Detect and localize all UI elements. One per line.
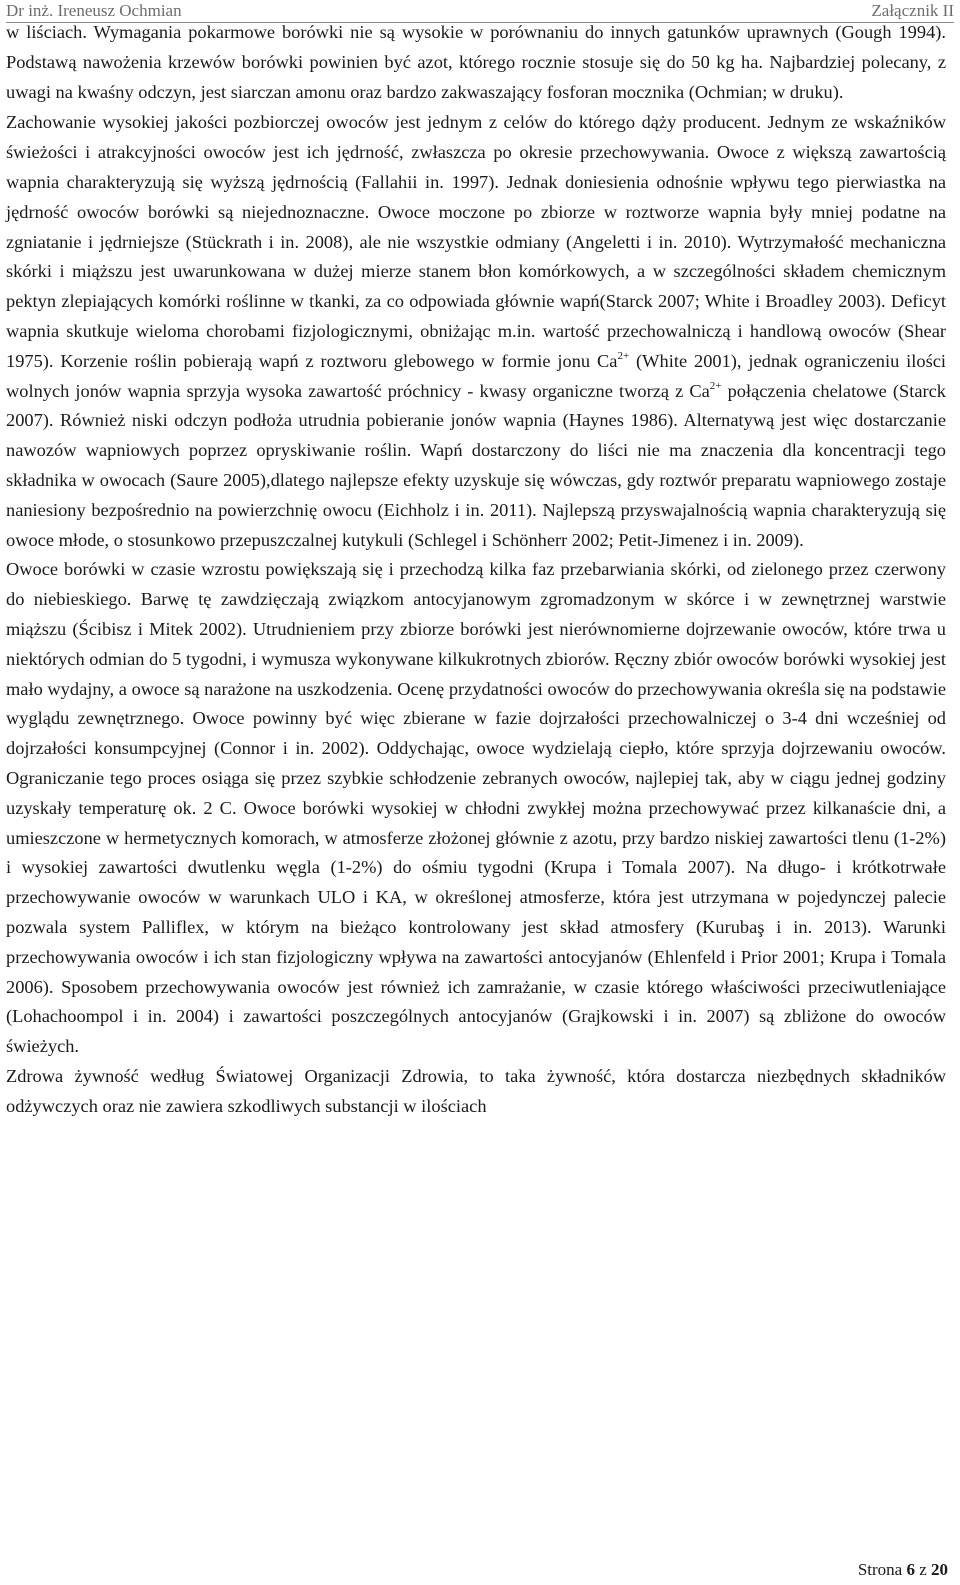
paragraph-calcium [6,108,946,555]
footer-label: Strona [857,1560,903,1579]
footer-total-pages: 20 [931,1560,948,1579]
header-annex: Załącznik II [871,1,954,20]
paragraph-calcium-part-3: połączenia chelatowe (Starck 2007). Również niski odczyn podłoża utrudnia pobieranie jonów wapnia (Haynes 1986). Alternatywą jest więc dostarczanie nawozów wapniowych poprzez opryskiwanie roślin. Wapń dostarczony do liści nie ma znaczenia dla koncentracji tego składnika w owocach (Saure 2005),dlatego najlepsze efekty uzyskuje się wówczas, gdy roztwór preparatu wapniowego zostaje naniesiony bezpośrednio na powierzchnię owocu (Eichholz i in. 2011). Najlepszą przyswajalnością wapnia charakteryzują się owoce młode, o stosunkowo przepuszczalnej kutykuli (Schlegel i Schönherr 2002; Petit-Jimenez i in. 2009). [6,380,946,550]
footer-separator: z [919,1560,927,1579]
paragraph-healthy-food: Zdrowa żywność według Światowej Organizacji Zdrowia, to taka żywność, która dostarcza niezbędnych składników odżywczych oraz nie zawiera szkodliwych substancji w ilościach [6,1065,946,1116]
ion-charge-superscript-1: 2+ [617,349,630,362]
paragraph-continuation: w liściach. Wymagania pokarmowe borówki nie są wysokie w porównaniu do innych gatunków uprawnych (Gough 1994). Podstawą nawożenia krzewów borówki powinien być azot, którego rocznie stosuje się do 50 kg ha. Najbardziej polecany, z uwagi na kwaśny odczyn, jest siarczan amonu oraz bardzo zakwaszający fosforan mocznika (Ochmian; w druku). [6,22,946,102]
page-footer [858,1559,948,1581]
document-body [6,18,946,1121]
paragraph-calcium-part-1: Zachowanie wysokiej jakości pozbiorczej owoców jest jednym z celów do którego dąży producent. Jednym ze wskaźników świeżości i atrakcyjności owoców jest ich jędrność, zwłaszcza po okresie przechowywania. Owoce z większą zawartością wapnia charakteryzują się wyższą jędrnością (Fallahii in. 1997). Jednak doniesienia odnośnie wpływu tego pierwiastka na jędrność owoców borówki są niejednoznaczne. Owoce moczone po zbiorze w roztworze wapnia były mniej podatne na zgniatanie i jędrniejsze (Stückrath i in. 2008), ale nie wszystkie odmiany (Angeletti i in. 2010). Wytrzymałość mechaniczna skórki i miąższu jest uwarunkowana w dużej mierze stanem błon komórkowych, a w szczególności składem chemicznym pektyn zlepiających komórki roślinne w tkanki, za co odpowiada głównie wapń(Starck 2007; White i Broadley 2003). Deficyt wapnia skutkuje wieloma chorobami fizjologicznymi, obniżając m.in. wartość przechowalniczą i handlową owoców (Shear 1975). Korzenie roślin pobierają wapń z roztworu glebowego w formie jonu Ca [6,112,946,371]
footer-current-page: 6 [906,1560,915,1579]
ion-charge-superscript-2: 2+ [709,379,722,392]
header-author: Dr inż. Ireneusz Ochmian [6,1,182,20]
paragraph-calcium-part-2: (White 2001), jednak ograniczeniu ilości wolnych jonów wapnia sprzyja wysoka zawartość próchnicy - kwasy organiczne tworzą z Ca [6,350,946,401]
paragraph-storage: Owoce borówki w czasie wzrostu powiększają się i przechodzą kilka faz przebarwiania skórki, od zielonego przez czerwony do niebieskiego. Barwę tę zawdzięczają związkom antocyjanowym zgromadzonym w skórce i w zewnętrznej warstwie miąższu (Ścibisz i Mitek 2002). Utrudnieniem przy zbiorze borówki jest nierównomierne dojrzewanie owoców, które trwa u niektórych odmian do 5 tygodni, i wymusza wykonywane kilkukrotnych zbiorów. Ręczny zbiór owoców borówki wysokiej jest mało wydajny, a owoce są narażone na uszkodzenia. Ocenę przydatności owoców do przechowywania określa się na podstawie wyglądu zewnętrznego. Owoce powinny być więc zbierane w fazie dojrzałości przechowalniczej o 3-4 dni wcześniej od dojrzałości konsumpcyjnej (Connor i in. 2002). Oddychając, owoce wydzielają ciepło, które sprzyja dojrzewaniu owoców. Ograniczanie tego proces osiąga się przez szybkie schłodzenie zebranych owoców, najlepiej tak, aby w ciągu jednej godziny uzyskały temperaturę ok. 2 C. Owoce borówki wysokiej w chłodni zwykłej można przechowywać przez kilkanaście dni, a umieszczone w hermetycznych komorach, w atmosferze złożonej głównie z azotu, przy bardzo niskiej zawartości tlenu (1-2%) i wysokiej zawartości dwutlenku węgla (1-2%) do ośmiu tygodni (Krupa i Tomala 2007). Na długo- i krótkotrwałe przechowywanie owoców w warunkach ULO i KA, w określonej atmosferze, która jest utrzymana w pojedynczej palecie pozwala system Palliflex, w którym na bieżąco kontrolowany jest skład atmosfery (Kurubaş i in. 2013). Warunki przechowywania owoców i ich stan fizjologiczny wpływa na zawartości antocyjanów (Ehlenfeld i Prior 2001; Krupa i Tomala 2006). Sposobem przechowywania owoców jest również ich zamrażanie, w czasie którego właściwości przeciwutleniające (Lohachoompol i in. 2004) i zawartości poszczególnych antocyjanów (Grajkowski i in. 2007) są zbliżone do owoców świeżych. [6,559,946,1057]
